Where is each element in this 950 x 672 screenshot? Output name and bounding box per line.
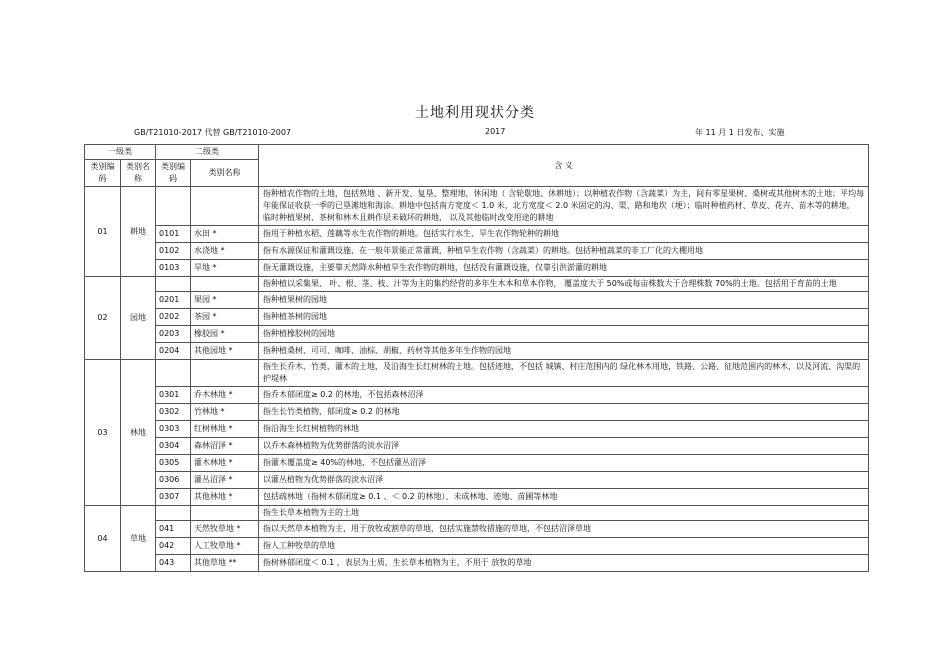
row-description: 指以天然草本植物为主，用于放牧或割草的草地，包括实施禁牧措施的草地，不包括沼泽草地 — [259, 521, 869, 538]
row-description: 指无灌溉设施，主要靠天然降水种植旱生农作物的耕地，包括没有灌溉设施，仅靠引洪淤灌的耕地 — [259, 260, 869, 277]
level2-name: 水浇地 * — [191, 243, 259, 260]
level2-code: 0302 — [156, 404, 191, 421]
level2-name-empty — [191, 506, 259, 521]
row-description: 指种植桑树、可可、咖啡、油棕、胡椒、药材等其他多年生作物的园地 — [259, 343, 869, 360]
row-description: 指种植橡胶树的园地 — [259, 326, 869, 343]
level2-name: 旱地 * — [191, 260, 259, 277]
row-description: 指生长竹类植物，郁闭度≥ 0.2 的林地 — [259, 404, 869, 421]
row-description: 指沿海生长红树植物的林地 — [259, 421, 869, 438]
table-row — [85, 489, 869, 506]
level2-name-empty — [191, 187, 259, 226]
header-level2: 二级类 — [156, 145, 259, 160]
table-row — [85, 521, 869, 538]
row-description: 以灌丛植物为优势群落的淡水沼泽 — [259, 472, 869, 489]
group-description: 指种植农作物的土地，包括熟地 、新开发、复垦、整理地，休闲地（ 含轮歇地、休耕地）；以种植农作物（含蔬菜）为主，间有零星果树、桑树或其他树木的土地；平均每年能保证收获一季的已垦滩地和海涂。耕地中包括南方宽度＜ 1.0 米，北方宽度＜ 2.0 米固定的沟、渠、路和地坎（埂）；临时种植药材、草皮、花卉、苗木等的耕地， 临时种植果树、茶树和林木且耕作层未破坏的耕地， 以及其他临时改变用途的耕地 — [259, 187, 869, 226]
level2-code: 042 — [156, 538, 191, 555]
level2-code-empty — [156, 277, 191, 292]
table-row — [85, 404, 869, 421]
table-row — [85, 538, 869, 555]
level2-code: 0303 — [156, 421, 191, 438]
level2-code: 0103 — [156, 260, 191, 277]
header-row-1 — [85, 145, 869, 160]
group-description: 指种植以采集果、 叶、根、茎、枝、汁等为主的集约经营的多年生木本和草本作物， 覆盖度大于 50%或每亩株数大于合理株数 70%的土地。包括用于育苗的土地 — [259, 277, 869, 292]
group-description: 指生长乔木、竹类、灌木的土地，及沿海生长红树林的土地。包括迹地，不包括 城镇、村庄范围内的 绿化林木用地，铁路、公路、征地范围内的林木，以及河流、沟渠的护堤林 — [259, 360, 869, 387]
document-title: 土地利用现状分类 — [415, 105, 535, 121]
level2-name: 橡胶园 * — [191, 326, 259, 343]
level2-code: 0202 — [156, 309, 191, 326]
row-description: 指灌木覆盖度≥ 40%的林地，不包括灌丛沼泽 — [259, 455, 869, 472]
level2-code: 0201 — [156, 292, 191, 309]
header-l2-name: 类别名称 — [191, 160, 259, 187]
level2-name: 乔木林地 * — [191, 387, 259, 404]
standard-number: GB/T21010-2017 代替 GB/T21010-2007 — [134, 128, 292, 137]
level2-code-empty — [156, 360, 191, 387]
header-level1: 一级类 — [85, 145, 156, 160]
level2-name: 其他园地 * — [191, 343, 259, 360]
row-description: 指种植果树的园地 — [259, 292, 869, 309]
level2-name: 果园 * — [191, 292, 259, 309]
row-description: 指用于种植水稻、莲藕等水生农作物的耕地。包括实行水生、旱生农作物轮种的耕地 — [259, 226, 869, 243]
level1-name: 耕地 — [121, 187, 156, 277]
level1-name: 草地 — [121, 506, 156, 572]
level2-name: 竹林地 * — [191, 404, 259, 421]
table-row — [85, 243, 869, 260]
group-row — [85, 360, 869, 387]
table-row — [85, 260, 869, 277]
table-row — [85, 292, 869, 309]
level2-code: 043 — [156, 555, 191, 572]
level2-code: 0102 — [156, 243, 191, 260]
level1-name: 林地 — [121, 360, 156, 506]
group-description: 指生长草本植物为主的土地 — [259, 506, 869, 521]
table-row — [85, 387, 869, 404]
level2-name-empty — [191, 360, 259, 387]
table-row — [85, 326, 869, 343]
header-l1-code: 类别编码 — [85, 160, 121, 187]
level2-name: 人工牧草地 * — [191, 538, 259, 555]
row-description: 指乔木郁闭度≥ 0.2 的林地，不包括森林沼泽 — [259, 387, 869, 404]
group-row — [85, 506, 869, 521]
table-row — [85, 438, 869, 455]
level2-name: 水田 * — [191, 226, 259, 243]
level1-name: 园地 — [121, 277, 156, 360]
level2-code-empty — [156, 506, 191, 521]
release-date: 年 11 月 1 日发布、实施 — [695, 128, 785, 137]
level2-name: 灌木林地 * — [191, 455, 259, 472]
row-description: 指有水源保证和灌溉设施，在一般年景能正常灌溉，种植旱生农作物（含蔬菜）的耕地。包括种植蔬菜的非工厂化的大棚用地 — [259, 243, 869, 260]
level2-name: 茶园 * — [191, 309, 259, 326]
table-row — [85, 343, 869, 360]
table-row — [85, 309, 869, 326]
level1-code: 02 — [85, 277, 121, 360]
level2-code: 0307 — [156, 489, 191, 506]
group-row — [85, 277, 869, 292]
row-description: 包括疏林地（指树木郁闭度≥ 0.1 、＜ 0.2 的林地）、未成林地、迹地、苗圃等林地 — [259, 489, 869, 506]
table-row — [85, 226, 869, 243]
level2-name: 红树林地 * — [191, 421, 259, 438]
level2-code: 0204 — [156, 343, 191, 360]
header-l1-name: 类别名称 — [121, 160, 156, 187]
table-row — [85, 421, 869, 438]
level2-name: 灌丛沼泽 * — [191, 472, 259, 489]
header-meaning: 含 义 — [259, 145, 869, 187]
standard-year: 2017 — [485, 127, 506, 136]
level2-code: 0203 — [156, 326, 191, 343]
level2-code: 0304 — [156, 438, 191, 455]
row-description: 指人工种牧草的草地 — [259, 538, 869, 555]
table-row — [85, 555, 869, 572]
level1-code: 04 — [85, 506, 121, 572]
table-row — [85, 455, 869, 472]
level1-code: 03 — [85, 360, 121, 506]
land-classification-table — [84, 144, 869, 572]
row-description: 指树林郁闭度＜ 0.1 ，表层为土质，生长草本植物为主，不用于 放牧的草地 — [259, 555, 869, 572]
level2-name: 森林沼泽 * — [191, 438, 259, 455]
level2-code: 0305 — [156, 455, 191, 472]
level2-code-empty — [156, 187, 191, 226]
level2-code: 0301 — [156, 387, 191, 404]
header-l2-code: 类别编码 — [156, 160, 191, 187]
level2-code: 041 — [156, 521, 191, 538]
level1-code: 01 — [85, 187, 121, 277]
level2-name: 其他林地 * — [191, 489, 259, 506]
row-description: 指种植茶树的园地 — [259, 309, 869, 326]
level2-name-empty — [191, 277, 259, 292]
level2-name: 天然牧草地 * — [191, 521, 259, 538]
level2-code: 0101 — [156, 226, 191, 243]
level2-name: 其他草地 ** — [191, 555, 259, 572]
group-row — [85, 187, 869, 226]
table-row — [85, 472, 869, 489]
level2-code: 0306 — [156, 472, 191, 489]
row-description: 以乔木森林植物为优势群落的淡水沼泽 — [259, 438, 869, 455]
